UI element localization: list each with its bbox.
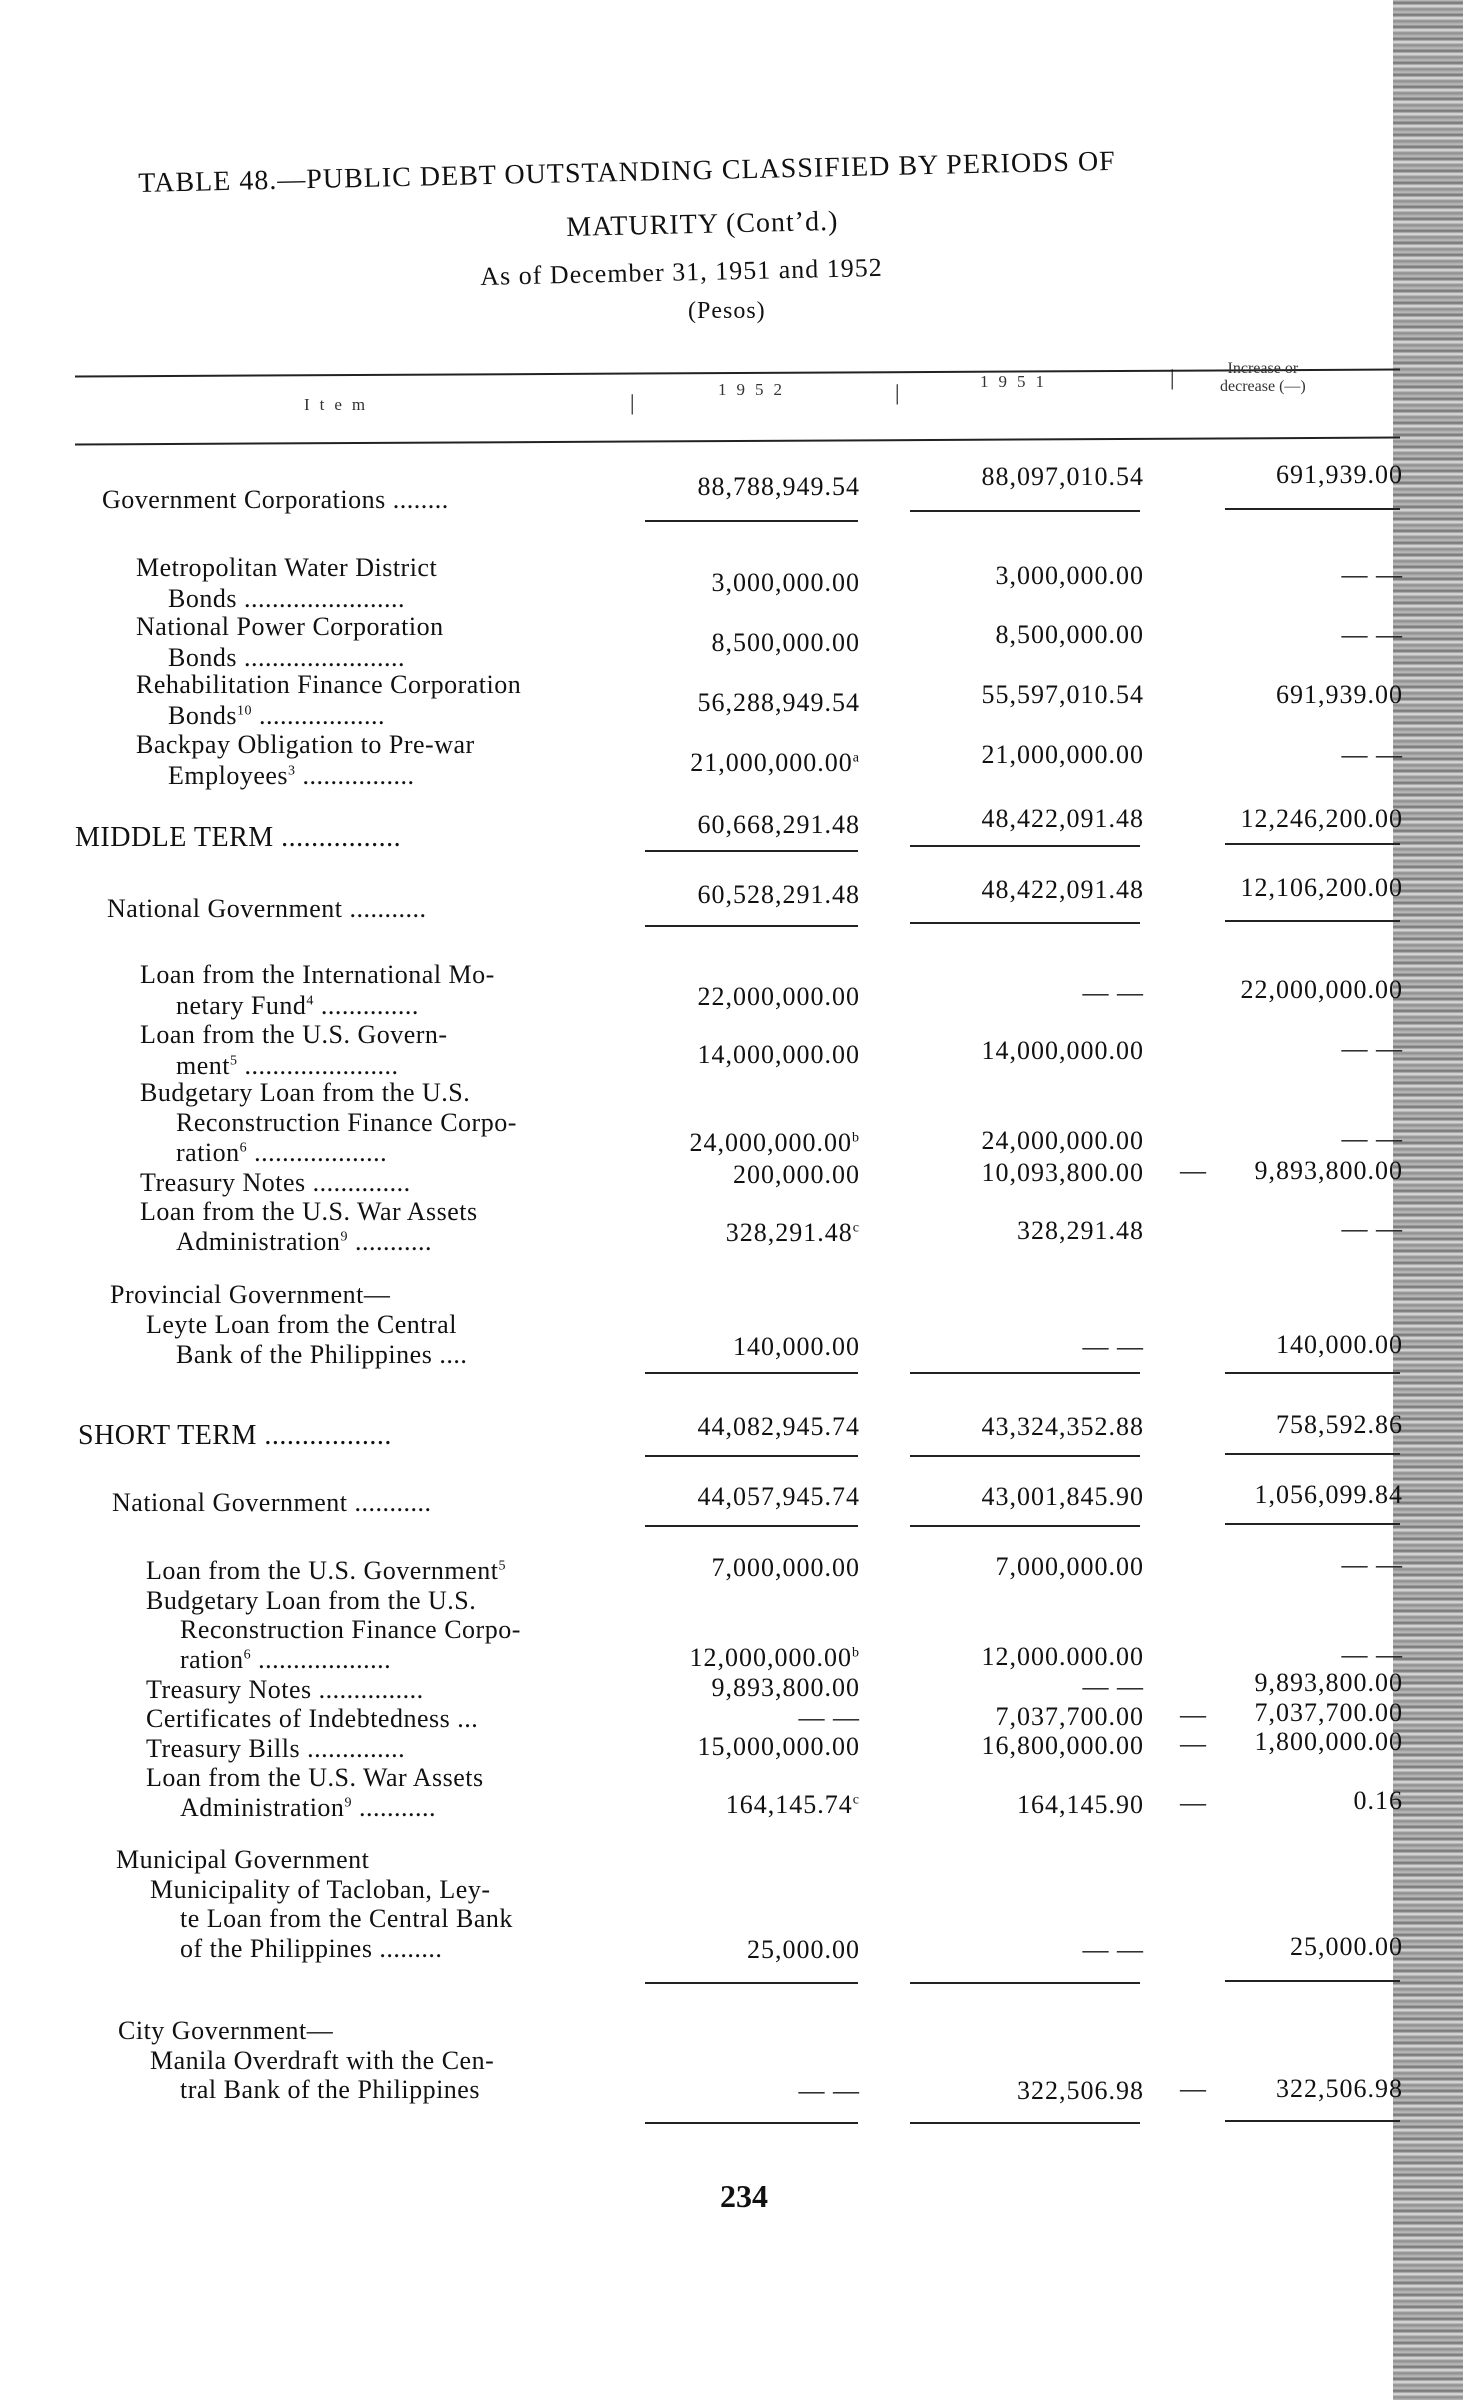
section-heading: SHORT TERM .................	[78, 1420, 392, 1451]
underline	[1225, 1980, 1400, 1982]
row-label-line2: Bonds .......................	[168, 643, 405, 672]
row-label: National Government ...........	[107, 894, 427, 923]
footnote-ref: 5	[498, 1558, 506, 1574]
row-label-line1: Rehabilitation Finance Corporation	[136, 670, 522, 699]
row-label-line2: Reconstruction Finance Corpo-	[176, 1108, 517, 1137]
value-change: 0.16	[1353, 1786, 1403, 1815]
underline	[1225, 508, 1400, 510]
value-change: 140,000.00	[1276, 1330, 1403, 1359]
value-1952: 22,000,000.00	[697, 982, 860, 1011]
value-change: 22,000,000.00	[1240, 975, 1403, 1004]
value-1952: — —	[798, 1703, 860, 1732]
underline	[910, 2122, 1140, 2124]
leader-dots: ................	[302, 761, 415, 790]
footnote-ref: 6	[239, 1140, 248, 1156]
value-1952: 8,500,000.00	[711, 628, 860, 657]
value-change: — —	[1341, 1034, 1403, 1063]
underline	[1225, 2120, 1400, 2122]
underline	[645, 520, 858, 522]
row-label-line2: Leyte Loan from the Central	[146, 1310, 457, 1339]
value-change: — —	[1341, 1124, 1403, 1153]
value-1951: 24,000,000.00	[981, 1126, 1144, 1155]
value-1951: 3,000,000.00	[995, 561, 1144, 590]
row-label-line1: Backpay Obligation to Pre-war	[136, 730, 475, 759]
value-1952: 140,000.00	[733, 1332, 860, 1361]
value-1952: — —	[798, 2076, 860, 2105]
row-label-line3	[176, 1138, 387, 1168]
row-label-line2	[168, 761, 415, 791]
row-label-line2	[180, 1793, 436, 1823]
value-change: — —	[1341, 1550, 1403, 1579]
footnote-ref: 3	[288, 763, 296, 779]
row-label-line1: Provincial Government—	[110, 1280, 391, 1309]
value-1951: 48,422,091.48	[981, 875, 1144, 904]
row-label-line2	[176, 991, 419, 1021]
value-1952: 3,000,000.00	[711, 568, 860, 597]
row-label: Treasury Notes ...............	[146, 1675, 424, 1704]
header-divider: |	[895, 380, 900, 405]
value-1952: 9,893,800.00	[711, 1673, 860, 1702]
value-1951: 43,324,352.88	[981, 1412, 1144, 1441]
underline	[910, 510, 1140, 512]
row-label-line2	[176, 1051, 399, 1081]
leader-dots: ......................	[244, 1051, 399, 1080]
minus-sign: —	[1180, 1156, 1206, 1185]
value-1951: 43,001,845.90	[981, 1482, 1144, 1511]
row-label-line1: Loan from the U.S. War Assets	[146, 1763, 484, 1792]
page-number: 234	[720, 2178, 768, 2214]
minus-sign: —	[1180, 1729, 1206, 1758]
row-label-line4: of the Philippines .........	[180, 1934, 443, 1963]
value-change: — —	[1341, 560, 1403, 589]
underline	[910, 1982, 1140, 1984]
row-label-text: Bonds	[168, 701, 237, 730]
header-change	[1220, 360, 1306, 396]
underline	[645, 1525, 858, 1527]
value-1952: 25,000.00	[747, 1935, 860, 1964]
value-1951: 164,145.90	[1017, 1790, 1144, 1819]
value-1951: 88,097,010.54	[981, 462, 1144, 491]
underline	[910, 1525, 1140, 1527]
table-title-line2: MATURITY (Cont’d.)	[566, 205, 839, 243]
value-change: 25,000.00	[1290, 1932, 1403, 1961]
value-1952: 14,000,000.00	[697, 1040, 860, 1069]
value-change: 9,893,800.00	[1254, 1156, 1403, 1185]
underline	[645, 1982, 858, 1984]
value-1952	[690, 1128, 861, 1158]
value-change: 758,592.86	[1276, 1410, 1403, 1439]
value-1951: — —	[1082, 1935, 1144, 1964]
row-label-line1: Loan from the U.S. War Assets	[140, 1197, 478, 1226]
row-label: Certificates of Indebtedness ...	[146, 1704, 479, 1733]
value-1951: 328,291.48	[1017, 1216, 1144, 1245]
header-1951: 1951	[980, 372, 1054, 391]
header-divider: |	[1170, 365, 1175, 390]
row-label-line2	[176, 1227, 432, 1257]
value-change: 1,800,000.00	[1254, 1727, 1403, 1756]
table-number: TABLE 48.	[138, 164, 278, 199]
value-text: 24,000,000.00	[689, 1128, 852, 1157]
header-item: Item	[304, 395, 376, 414]
row-label-line1: National Power Corporation	[136, 612, 444, 641]
value-1951: — —	[1082, 1672, 1144, 1701]
row-label-line2: Bonds .......................	[168, 584, 405, 613]
value-note: c	[852, 1792, 860, 1808]
value-1951: — —	[1082, 1332, 1144, 1361]
underline	[1225, 1453, 1400, 1455]
row-label-line3	[180, 1645, 391, 1675]
table-unit: (Pesos)	[688, 298, 766, 324]
row-label-text: ration	[180, 1645, 244, 1674]
row-label-text: Employees	[168, 761, 289, 790]
footnote-ref: 9	[344, 1795, 352, 1811]
value-1951: 16,800,000.00	[981, 1731, 1144, 1760]
row-label-text: ration	[176, 1138, 240, 1167]
value-1952: 60,528,291.48	[697, 880, 860, 909]
underline	[1225, 843, 1400, 845]
value-change: — —	[1341, 1640, 1403, 1669]
value-1951: 48,422,091.48	[981, 804, 1144, 833]
value-text: 164,145.74	[725, 1790, 853, 1819]
row-label-line1: Budgetary Loan from the U.S.	[140, 1078, 471, 1107]
row-label-line1: Metropolitan Water District	[136, 553, 438, 582]
value-1952	[726, 1218, 860, 1248]
underline	[1225, 920, 1400, 922]
minus-sign: —	[1180, 1788, 1206, 1817]
value-note: b	[852, 1130, 860, 1146]
value-change: 9,893,800.00	[1254, 1668, 1403, 1697]
leader-dots: ...................	[254, 1138, 388, 1167]
row-label-line1: Municipal Government	[116, 1845, 370, 1874]
row-label-line3: te Loan from the Central Bank	[180, 1904, 513, 1933]
table-title-text: —PUBLIC DEBT OUTSTANDING CLASSIFIED BY PERIODS OF	[276, 145, 1117, 196]
value-text: 12,000,000.00	[689, 1643, 852, 1672]
underline	[645, 925, 858, 927]
leader-dots: ...................	[258, 1645, 392, 1674]
leader-dots: ...........	[354, 1227, 432, 1256]
value-change: 691,939.00	[1276, 460, 1403, 489]
value-change: 322,506.98	[1276, 2074, 1403, 2103]
value-text: 328,291.48	[725, 1218, 853, 1247]
underline	[1225, 1372, 1400, 1374]
row-label-line3: Bank of the Philippines ....	[176, 1340, 468, 1369]
row-label-line2: Manila Overdraft with the Cen-	[150, 2046, 495, 2075]
value-1951: 21,000,000.00	[981, 740, 1144, 769]
value-1951: 10,093,800.00	[981, 1158, 1144, 1187]
value-text: 21,000,000.00	[690, 748, 853, 777]
row-label-line2: Reconstruction Finance Corpo-	[180, 1615, 521, 1644]
value-change: 1,056,099.84	[1254, 1480, 1403, 1509]
underline	[910, 845, 1140, 847]
row-label-line2: Municipality of Tacloban, Ley-	[150, 1875, 491, 1904]
leader-dots: ..................	[258, 701, 385, 730]
value-change: — —	[1341, 1214, 1403, 1243]
value-1952: 56,288,949.54	[697, 688, 860, 717]
value-1951: — —	[1082, 978, 1144, 1007]
underline	[645, 2122, 858, 2124]
leader-dots: ..............	[320, 991, 419, 1020]
header-change-line2: decrease (—)	[1220, 378, 1306, 395]
value-change: 12,246,200.00	[1240, 804, 1403, 833]
row-label-line1: Loan from the International Mo-	[140, 960, 495, 989]
footnote-ref: 4	[306, 993, 314, 1009]
underline	[910, 1372, 1140, 1374]
page-edge-scan-artifact	[1393, 0, 1463, 2400]
footnote-ref: 10	[236, 703, 252, 719]
header-top-rule	[75, 369, 1400, 378]
minus-sign: —	[1180, 1700, 1206, 1729]
underline	[910, 922, 1140, 924]
row-label-text: netary Fund	[176, 991, 307, 1020]
value-1952	[690, 748, 860, 778]
header-change-line1: Increase or	[1227, 360, 1299, 377]
leader-dots: ...........	[358, 1793, 436, 1822]
underline	[645, 1455, 858, 1457]
value-1952: 7,000,000.00	[711, 1553, 860, 1582]
value-1951: 322,506.98	[1017, 2076, 1144, 2105]
row-label: Treasury Bills ..............	[146, 1734, 406, 1763]
value-change: — —	[1341, 620, 1403, 649]
minus-sign: —	[1180, 2074, 1206, 2103]
header-1952: 1952	[718, 380, 792, 399]
value-1951: 7,037,700.00	[995, 1702, 1144, 1731]
value-1951: 8,500,000.00	[995, 620, 1144, 649]
row-label-text: Administration	[176, 1227, 341, 1256]
row-label-line1: City Government—	[118, 2016, 334, 2045]
footnote-ref: 5	[230, 1053, 238, 1069]
row-label-line1: Loan from the U.S. Govern-	[140, 1020, 448, 1049]
value-1951: 7,000,000.00	[995, 1552, 1144, 1581]
row-label-line2	[168, 701, 385, 731]
value-1952	[690, 1643, 861, 1673]
value-1952: 200,000.00	[733, 1160, 860, 1189]
row-label-line1: Budgetary Loan from the U.S.	[146, 1586, 477, 1615]
row-label-text: Loan from the U.S. Government	[146, 1556, 499, 1585]
table-date: As of December 31, 1951 and 1952	[480, 252, 883, 291]
value-1952	[726, 1790, 860, 1820]
value-1952: 88,788,949.54	[697, 472, 860, 501]
value-note: c	[852, 1220, 860, 1236]
value-1951: 12,000.000.00	[981, 1642, 1144, 1671]
value-change: 12,106,200.00	[1240, 873, 1403, 902]
underline	[645, 850, 858, 852]
footnote-ref: 9	[340, 1229, 348, 1245]
row-label: Treasury Notes ..............	[140, 1168, 411, 1197]
value-1951: 55,597,010.54	[981, 680, 1144, 709]
header-bottom-rule	[75, 437, 1400, 446]
header-divider: |	[630, 390, 635, 415]
row-label	[146, 1556, 506, 1586]
underline	[1225, 1523, 1400, 1525]
value-note: b	[852, 1645, 860, 1661]
underline	[910, 1455, 1140, 1457]
section-heading: MIDDLE TERM ................	[75, 822, 402, 853]
value-1951: 14,000,000.00	[981, 1036, 1144, 1065]
value-change: 691,939.00	[1276, 680, 1403, 709]
value-1952: 44,082,945.74	[697, 1412, 860, 1441]
value-change: — —	[1341, 740, 1403, 769]
row-label: Government Corporations ........	[102, 485, 449, 514]
row-label-text: ment	[176, 1051, 230, 1080]
underline	[645, 1372, 858, 1374]
value-1952: 60,668,291.48	[697, 810, 860, 839]
footnote-ref: 6	[243, 1647, 252, 1663]
value-note: a	[852, 750, 860, 766]
value-change: 7,037,700.00	[1254, 1698, 1403, 1727]
value-1952: 15,000,000.00	[697, 1732, 860, 1761]
value-1952: 44,057,945.74	[697, 1482, 860, 1511]
row-label-line3: tral Bank of the Philippines	[180, 2075, 480, 2104]
row-label: National Government ...........	[112, 1488, 432, 1517]
row-label-text: Administration	[180, 1793, 345, 1822]
table-title-line1	[138, 146, 1116, 200]
